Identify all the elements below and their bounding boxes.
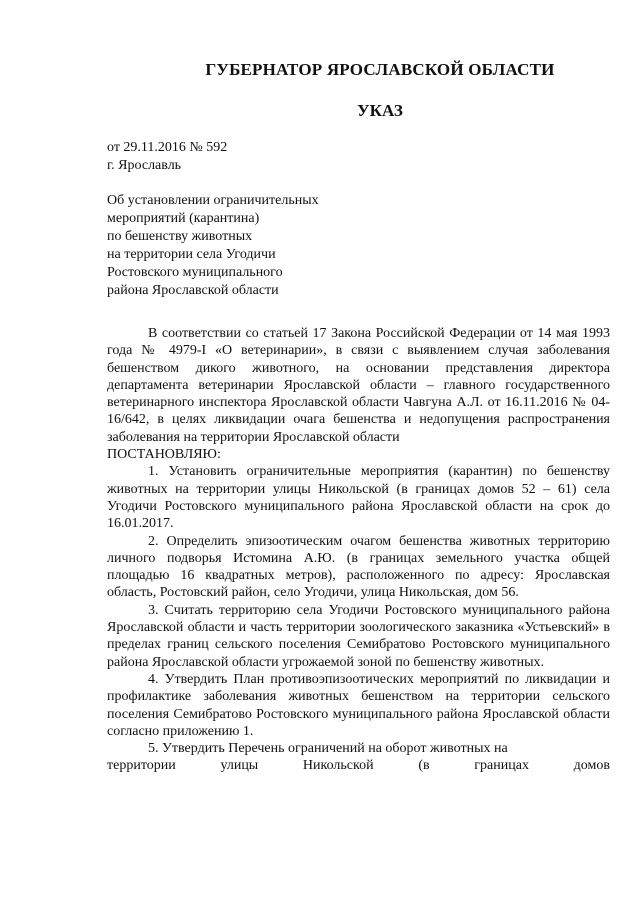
word: Никольской — [302, 758, 374, 774]
preamble-paragraph: В соответствии со статьей 17 Закона Российской Федерации от 14 мая 1993 года № 4979-I «О ветеринарии», в связи с выявлением случая заболевания бешенством дикого животного, на основании представления директора департамента ветеринарии Ярославской области – главного государственного ветеринарного инспектора Ярославской области Чавгуна А.Л. от 16.11.2016 № 04-16/642, в целях ликвидации очага бешенства и недопущения распространения заболевания на территории Ярославской области — [107, 326, 610, 445]
decree-item-2: 2. Определить эпизоотическим очагом бешенства животных территорию личного подворья Истомина А.Ю. (в границах земельного участка общей площадью 16 квадратных метров), расположенного по адресу: Ярославская область, Ростовский район, село Угодичи, улица Никольская, дом 56. — [107, 533, 610, 601]
date-number: от 29.11.2016 № 592 — [107, 140, 228, 155]
decree-item-1: 1. Установить ограничительные мероприятия (карантин) по бешенству животных на территории улицы Никольской (в границах домов 52 – 61) села Угодичи Ростовского муниципального района Ярославской области на срок до 16.01.2017. — [107, 464, 610, 532]
decree-item-5: 5. Утвердить Перечень ограничений на оборот животных на — [148, 741, 508, 757]
document-subject — [107, 192, 319, 300]
word: (в — [418, 758, 430, 774]
word: домов — [573, 758, 610, 774]
authority-heading: ГУБЕРНАТОР ЯРОСЛАВСКОЙ ОБЛАСТИ — [205, 60, 555, 79]
subject-line: по бешенству животных — [107, 229, 253, 244]
document-meta — [107, 139, 227, 175]
subject-line: района Ярославской области — [107, 283, 279, 298]
decree-item-5-continuation — [107, 757, 610, 774]
decree-item-3: 3. Считать территорию села Угодичи Ростовского муниципального района Ярославской области и часть территории зоологического заказника «Устьевский» в пределах границ сельского поселения Семибратово Ростовского муниципального района Ярославской области угрожаемой зоной по бешенству животных. — [107, 602, 610, 670]
document-type-heading: УКАЗ — [357, 101, 403, 120]
decree-item-4: 4. Утвердить План противоэпизоотических мероприятий по ликвидации и профилактике заболевания животных бешенством на территории сельского поселения Семибратово Ростовского муниципального района Ярославской области согласно приложению 1. — [107, 671, 610, 739]
resolution-keyword: ПОСТАНОВЛЯЮ: — [107, 447, 221, 463]
subject-line: Ростовского муниципального — [107, 265, 283, 280]
word: улицы — [220, 758, 259, 774]
subject-line: на территории села Угодичи — [107, 247, 276, 262]
city: г. Ярославль — [107, 158, 182, 173]
word: границах — [474, 758, 529, 774]
document-body — [107, 325, 610, 775]
subject-line: мероприятий (карантина) — [107, 211, 260, 226]
word: территории — [107, 758, 176, 774]
subject-line: Об установлении ограничительных — [107, 193, 319, 208]
